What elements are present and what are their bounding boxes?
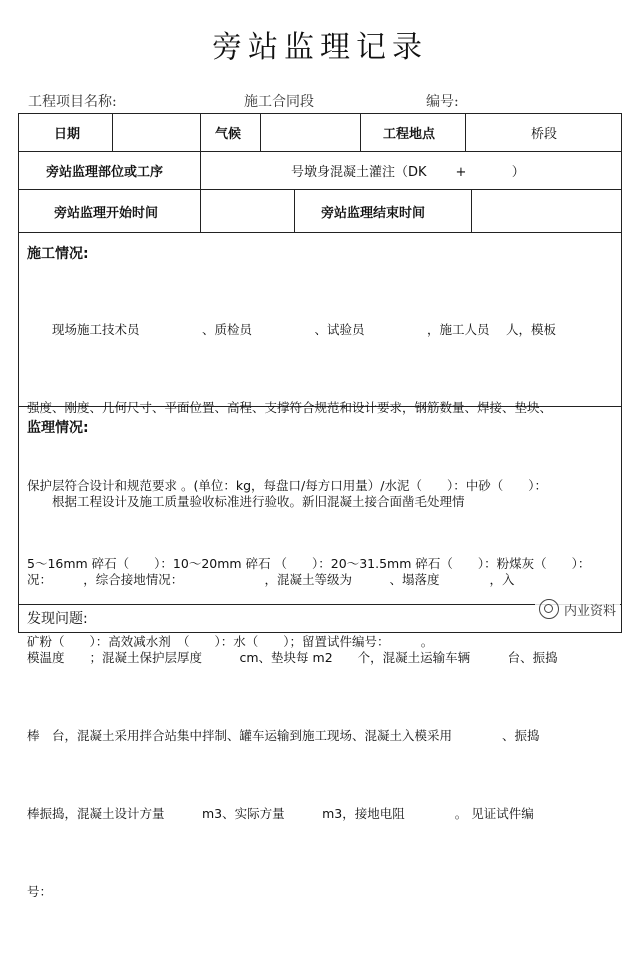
col-divider [200,189,201,232]
contract-section-label: 施工合同段 [244,94,314,110]
col-divider [200,114,201,151]
start-time-label: 旁站监理开始时间 [54,206,159,221]
weather-label: 气候 [215,127,242,142]
supervision-line: 棒 台，混凝土采用拌合站集中拌制、罐车运输到施工现场、混凝土入模采用 、振捣 [27,728,540,743]
issues-section-title: 发现问题: [27,611,88,627]
supervision-line: 况： ，综合接地情况： ，混凝土等级为 、塌落度 ，入 [27,572,515,587]
construction-line: 强度、刚度、几何尺寸、平面位置、高程、支撑符合规范和设计要求，钢筋数量、焊接、垫块、 [27,400,553,415]
part-label: 旁站监理部位或工序 [46,165,164,180]
end-time-label: 旁站监理结束时间 [321,206,426,221]
page-title: 旁站监理记录 [212,30,428,65]
construction-line: 保护层符合设计和规范要求 。(单位：kg，每盘口/每方口用量）/水泥（ ）：中砂（ ）： [27,478,547,493]
supervision-line: 模温度 ；混凝土保护层厚度 cm、垫块每 m2 个，混凝土运输车辆 台、振捣 [27,650,558,665]
watermark-text: 内业资料 [563,603,616,619]
supervision-line: 号： [27,884,84,899]
col-divider [471,189,472,232]
date-label: 日期 [54,127,81,142]
row-divider [19,151,621,152]
construction-line: 矿粉（ ）：高效减水剂 （ ）：水（ ）；留置试件编号： 。 [27,634,434,649]
location-label: 工程地点 [383,127,436,142]
location-value: 桥段 [531,127,558,142]
col-divider [465,114,466,151]
row-divider [19,232,621,233]
col-divider [294,189,295,232]
col-divider [360,114,361,151]
col-divider [112,114,113,151]
record-table [18,113,622,899]
serial-no-label: 编号: [426,94,459,110]
watermark [535,597,620,621]
construction-line: 现场施工技术员 、质检员 、试验员 ，施工人员 人，模板 [27,322,556,337]
col-divider [260,114,261,151]
supervision-line: 根据工程设计及施工质量验收标准进行验收。新旧混凝土接合面凿毛处理情 [27,494,465,509]
part-value: 号墩身混凝土灌注（DK + ） [291,165,525,180]
row-divider [19,189,621,190]
construction-section-title: 施工情况: [27,246,89,262]
construction-line: 5～16mm 碎石（ ）：10～20mm 碎石 （ ）：20～31.5mm 碎石（ ）：粉煤灰（ ）： [27,556,591,571]
col-divider [200,151,201,189]
supervision-section-title: 监理情况: [27,420,89,436]
wechat-channel-icon [539,599,559,619]
project-name-label: 工程项目名称: [28,94,117,110]
supervision-line: 棒振捣，混凝土设计方量 m3、实际方量 m3，接地电阻 。 见证试件编 [27,806,534,821]
supervision-text [27,437,617,957]
